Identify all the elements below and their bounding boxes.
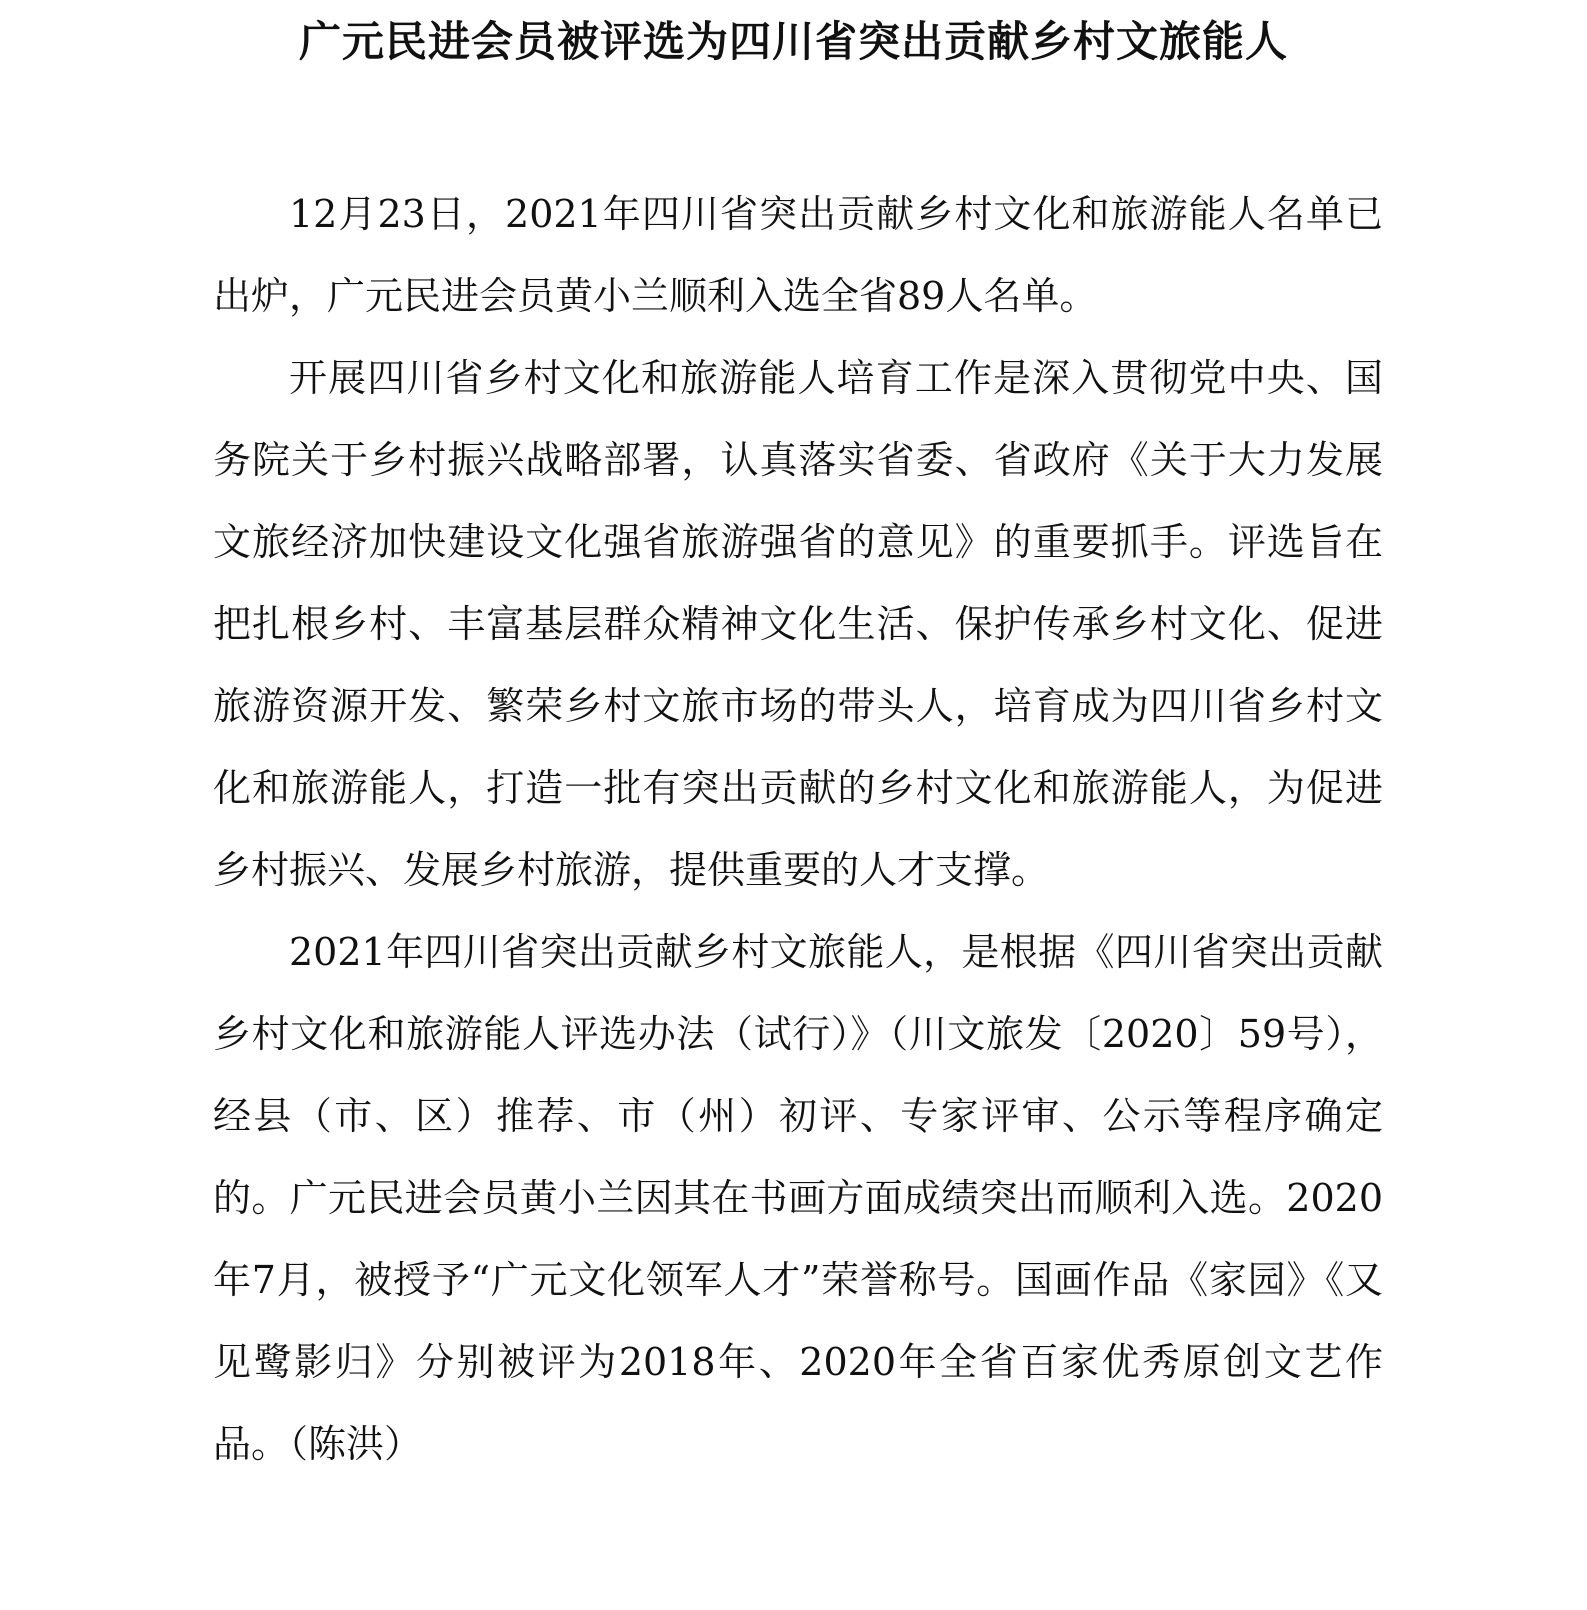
article-body xyxy=(213,173,1383,1485)
paragraph-2: 开展四川省乡村文化和旅游能人培育工作是深入贯彻党中央、国务院关于乡村振兴战略部署，认真落实省委、省政府《关于大力发展文旅经济加快建设文化强省旅游强省的意见》的重要抓手。评选旨在把扎根乡村、丰富基层群众精神文化生活、保护传承乡村文化、促进旅游资源开发、繁荣乡村文旅市场的带头人，培育成为四川省乡村文化和旅游能人，打造一批有突出贡献的乡村文化和旅游能人，为促进乡村振兴、发展乡村旅游，提供重要的人才支撑。 xyxy=(213,356,1383,892)
document-title: 广元民进会员被评选为四川省突出贡献乡村文旅能人 xyxy=(298,17,1288,66)
paragraph-3: 2021年四川省突出贡献乡村文旅能人，是根据《四川省突出贡献乡村文化和旅游能人评选办法（试行）》（川文旅发〔2020〕59号），经县（市、区）推荐、市（州）初评、专家评审、公示等程序确定的。广元民进会员黄小兰因其在书画方面成绩突出而顺利入选。2020年7月，被授予“广元文化领军人才”荣誉称号。国画作品《家园》《又见鹭影归》分别被评为2018年、2020年全省百家优秀原创文艺作品。（陈洪） xyxy=(213,930,1383,1466)
paragraph-1: 12月23日，2021年四川省突出贡献乡村文化和旅游能人名单已出炉，广元民进会员黄小兰顺利入选全省89人名单。 xyxy=(213,192,1383,318)
